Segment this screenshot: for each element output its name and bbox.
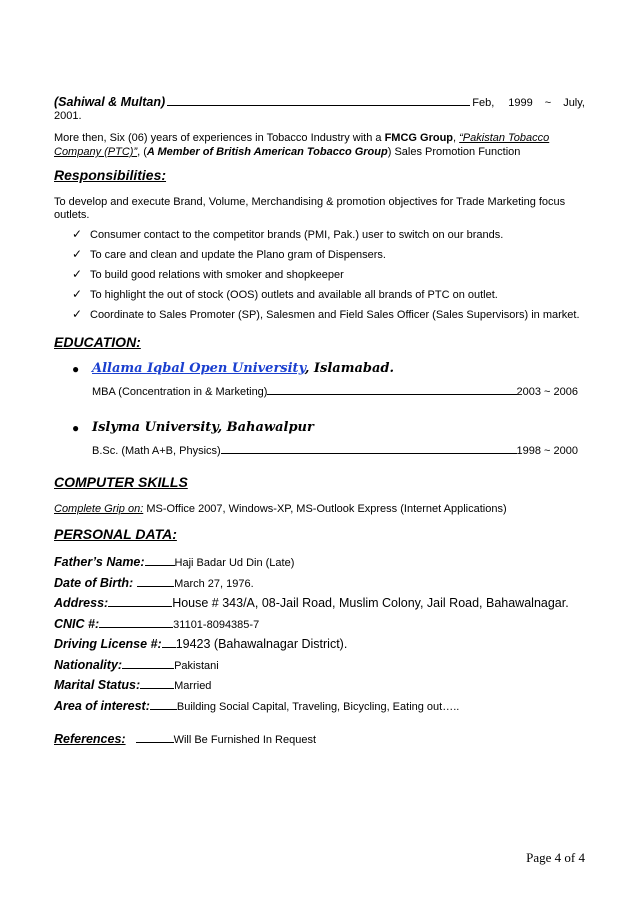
degree: MBA (Concentration in & Marketing) [92, 386, 268, 398]
field-label: CNIC #: [54, 617, 100, 631]
references-label: References: [54, 732, 126, 746]
field-value: Pakistani [174, 660, 219, 672]
computer-skills-label: Complete Grip on: [54, 503, 144, 515]
list-item-text: Consumer contact to the competitor brands (PMI, Pak.) user to switch on our brands. [90, 229, 504, 241]
personal-row-address [54, 594, 569, 612]
fill-line [162, 647, 176, 648]
degree-years: 1998 ~ 2000 [516, 445, 578, 457]
field-label: Date of Birth: [54, 576, 134, 590]
education-institution-1 [92, 361, 394, 376]
personal-row-nationality [54, 656, 219, 674]
responsibilities-intro: To develop and execute Brand, Volume, Merchandising & promotion objectives for Trade Marketing focus [54, 196, 566, 208]
experience-role: ) Sales Promotion Function [387, 146, 521, 158]
personal-data-heading: PERSONAL DATA: [54, 526, 177, 542]
degree-years: 2003 ~ 2006 [516, 386, 578, 398]
checkmark-icon: ✓ [72, 227, 83, 241]
fill-line [99, 627, 173, 628]
university-link[interactable]: Allama Iqbal Open University [92, 361, 305, 376]
checkmark-icon: ✓ [72, 247, 83, 261]
list-item [72, 307, 580, 322]
references-value: Will Be Furnished In Request [173, 734, 317, 746]
checkmark-icon: ✓ [72, 307, 83, 321]
ptc-name: “Pakistan Tobacco [459, 132, 550, 144]
computer-skills-heading: COMPUTER SKILLS [54, 474, 188, 490]
experience-text: More then, Six (06) years of experiences in Tobacco Industry with a [54, 132, 382, 144]
list-item-text: To build good relations with smoker and shopkeeper [90, 269, 344, 281]
checkmark-icon: ✓ [72, 287, 83, 301]
ptc-name-cont: Company (PTC)” [54, 146, 138, 158]
university-city: , Islamabad. [304, 361, 394, 376]
page-number: Page 4 of 4 [526, 850, 585, 865]
field-value: Building Social Capital, Traveling, Bicycling, Eating out….. [176, 701, 460, 713]
fill-line [145, 565, 175, 566]
personal-row-father [54, 553, 294, 571]
computer-skills-value: MS-Office 2007, Windows-XP, MS-Outlook Express (Internet Applications) [143, 503, 507, 515]
field-label: Marital Status: [54, 678, 141, 692]
personal-row-dob [54, 574, 254, 592]
list-item [72, 287, 498, 302]
fill-line [167, 105, 470, 106]
bullet-icon: ● [72, 362, 80, 376]
fill-line [136, 742, 174, 743]
experience-paragraph-line1 [54, 131, 585, 145]
date-1999: 1999 [508, 97, 533, 109]
degree: B.Sc. (Math A+B, Physics) [92, 445, 221, 457]
date-2001: 2001. [54, 110, 82, 122]
education-institution-2: Islyma University, Bahawalpur [92, 420, 314, 435]
list-item-text: To highlight the out of stock (OOS) outlets and available all brands of PTC on outlet. [90, 289, 498, 301]
field-label: Area of interest: [54, 699, 150, 713]
comma: , [453, 132, 457, 144]
experience-paragraph-line2 [54, 145, 585, 159]
fill-line [267, 394, 516, 395]
personal-row-marital [54, 676, 211, 694]
list-item [72, 227, 503, 242]
personal-row-interest [54, 697, 459, 715]
personal-row-license [54, 635, 347, 653]
fill-line [221, 453, 517, 454]
education-degree-row-2 [92, 444, 578, 458]
field-label: Nationality: [54, 658, 123, 672]
education-heading: EDUCATION: [54, 334, 141, 350]
field-value: March 27, 1976. [174, 578, 254, 590]
list-item [72, 267, 344, 282]
fmcg-group: FMCG Group [384, 132, 454, 144]
experience-header-line [54, 94, 585, 110]
field-value: 19423 (Bahawalnagar District). [175, 637, 348, 651]
fill-line [108, 606, 172, 607]
personal-row-cnic [54, 615, 259, 633]
fill-line [137, 586, 174, 587]
field-value: House # 343/A, 08-Jail Road, Muslim Colony, Jail Road, Bahawalnagar. [172, 596, 569, 610]
list-item-text: To care and clean and update the Plano gram of Dispensers. [90, 249, 386, 261]
date-tilde: ~ [544, 97, 552, 109]
bullet-icon: ● [72, 421, 80, 435]
field-label: Father’s Name: [54, 555, 145, 569]
field-label: Driving License #: [54, 637, 162, 651]
bat-group: A Member of British American Tobacco Group [146, 146, 388, 158]
fill-line [140, 688, 174, 689]
list-item [72, 247, 386, 262]
references-row [54, 730, 316, 748]
field-label: Address: [54, 596, 109, 610]
resume-page [54, 0, 585, 903]
responsibilities-heading: Responsibilities: [54, 167, 167, 183]
fill-line [150, 709, 177, 710]
field-value: 31101-8094385-7 [173, 619, 260, 631]
checkmark-icon: ✓ [72, 267, 83, 281]
date-july: July, [563, 97, 585, 109]
comma: , ( [137, 146, 147, 158]
list-item-text: Coordinate to Sales Promoter (SP), Salesmen and Field Sales Officer (Sales Supervisors) in market. [90, 309, 580, 321]
education-degree-row-1 [92, 385, 578, 399]
field-value: Married [174, 680, 212, 692]
field-value: Haji Badar Ud Din (Late) [174, 557, 295, 569]
location: (Sahiwal & Multan) [54, 95, 166, 109]
date-feb: Feb, [472, 97, 495, 109]
computer-skills-line [54, 502, 507, 516]
responsibilities-intro-cont: outlets. [54, 209, 90, 221]
fill-line [122, 668, 174, 669]
